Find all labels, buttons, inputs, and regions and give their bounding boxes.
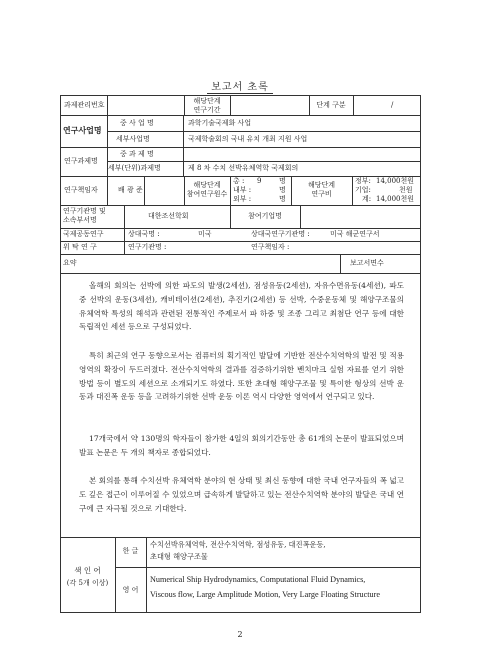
summary-label: 요약 bbox=[63, 259, 77, 267]
partner-org-value: 미국 해군연구서 bbox=[330, 230, 380, 238]
sub-title-label: 세부(단위)과제명 bbox=[108, 164, 161, 172]
summary-paragraph: 올해의 회의는 선박에 의한 파도의 발생(2세션), 점성유동(2세션), 자유수면유동(4세션), 파도 중 선박의 운동(3세션), 캐비테이션(2세션), 추진기(2세션) 등 선박, 수중운동체 및 해양구조물의 유체역학 특성의 해석과 관련된 전통적인 주제로서 파 하중 및 조종 그리고 최첨단 연구 등에 대한 독립적인 세션 등으로 구성되었다. bbox=[79, 281, 404, 332]
gov-value: 14,000천원 bbox=[376, 177, 415, 185]
stage-div-value: / bbox=[391, 101, 394, 109]
consign-org-label: 연구기관명 : bbox=[128, 243, 167, 251]
org-label: 연구기관명 및 소속부서명 bbox=[63, 207, 106, 224]
corp-label: 기업: bbox=[355, 186, 371, 194]
sum-label: 계: bbox=[362, 195, 372, 203]
partner-country-value: 미국 bbox=[198, 230, 212, 238]
total-label: 총 : bbox=[233, 177, 245, 185]
partner-country-label: 상대국명 : bbox=[128, 230, 160, 238]
external-label: 외부 : bbox=[233, 195, 252, 203]
internal-label: 내부 : bbox=[233, 186, 252, 194]
leader-label: 연구책임자 bbox=[64, 186, 98, 194]
total-value: 9 bbox=[257, 177, 262, 185]
keywords-en-line: Viscous flow, Large Amplitude Motion, Very Large Floating Structure bbox=[150, 590, 381, 599]
sum-value: 14,000천원 bbox=[376, 195, 415, 203]
consign-leader-label: 연구책임자 : bbox=[251, 243, 290, 251]
keywords-label: 색 인 어 bbox=[74, 566, 101, 575]
keywords-en-label: 영 어 bbox=[122, 586, 139, 594]
cost-label: 해당단계 연구비 bbox=[307, 181, 336, 198]
sub-project-label: 세부사업명 bbox=[116, 135, 150, 143]
summary-paragraph: 본 회의를 통해 수치선박 유체역학 분야의 현 상태 및 최신 동향에 대한 국내 연구자들의 폭 넓고도 깊은 접근이 이루어질 수 있었으며 급속하게 발달하고 있는 전산수치역학 분야의 발달은 국내 연구에 큰 자극될 것으로 기대한다. bbox=[79, 476, 404, 513]
gov-label: 정부: bbox=[355, 177, 371, 185]
consign-label: 위 탁 연 구 bbox=[63, 243, 97, 251]
stage-div-label: 단계 구분 bbox=[316, 101, 346, 109]
mid-project-value: 과학기술국제화 사업 bbox=[188, 119, 252, 127]
partner-org-label: 상대국연구기관명 : bbox=[251, 230, 310, 238]
sub-title-value: 제 8 차 수치 선박유체역학 국제회의 bbox=[188, 164, 299, 172]
total-unit: 명 bbox=[279, 177, 286, 185]
internal-unit: 명 bbox=[279, 186, 286, 194]
page-number: 2 bbox=[237, 630, 243, 639]
external-unit: 명 bbox=[279, 195, 286, 203]
corp-unit: 천원 bbox=[399, 186, 413, 194]
mgmt-no-label: 과제관리번호 bbox=[64, 101, 105, 109]
company-label: 참여기업명 bbox=[248, 212, 282, 220]
summary-paragraph: 특히 최근의 연구 동향으로서는 컴퓨터의 획기적인 발달에 기반한 전산수치역학의 발전 및 적용 영역의 확장이 두드러졌다. 전산수치역학의 결과를 검증하기위한 벤치마크 실험 자료를 얻기 위한 방법 등이 별도의 세션으로 소개되기도 하였다. 또한 초대형 해양구조물 및 특이한 형상의 선박 운동과 대진폭 운동 등을 고려하기위한 선박 운동 이론 역시 다양한 영역에서 연구되고 있다. bbox=[79, 351, 404, 402]
project-name-label: 연구사업명 bbox=[63, 125, 102, 135]
title-label: 연구과제명 bbox=[64, 157, 98, 165]
stage-period-label: 해당단계 연구기간 bbox=[193, 97, 221, 114]
report-pages-label: 보고서면수 bbox=[350, 259, 384, 267]
summary-paragraph: 17개국에서 약 130명의 학자들이 참가한 4일의 회의기간동안 총 61개의 논문이 발표되었으며 발표 논문은 두 개의 책자로 종합되었다. bbox=[79, 434, 404, 457]
keywords-ko-label: 한 글 bbox=[122, 547, 139, 555]
sub-project-value: 국제학술회의 국내 유치 개최 지원 사업 bbox=[188, 135, 308, 143]
intl-label: 국제공동연구 bbox=[63, 230, 104, 238]
page-title: 보고서 초록 bbox=[0, 78, 480, 93]
org-value: 대한조선학회 bbox=[148, 212, 189, 220]
keywords-ko-line: 초대형 해양구조물 bbox=[150, 552, 208, 561]
participants-label: 해당단계 참여연구원수 bbox=[186, 181, 228, 198]
keywords-en-line: Numerical Ship Hydrodynamics, Computational Fluid Dynamics, bbox=[150, 575, 366, 584]
leader-value: 배 광 준 bbox=[118, 186, 143, 194]
mid-project-label: 중 사 업 명 bbox=[120, 119, 154, 127]
mid-title-label: 중 과 제 명 bbox=[120, 150, 154, 158]
keywords-ko-line: 수치선박유체역학, 전산수치역학, 점성유동, 대진폭운동, bbox=[150, 540, 326, 549]
keywords-label-sub: (각 5개 이상) bbox=[66, 579, 109, 587]
